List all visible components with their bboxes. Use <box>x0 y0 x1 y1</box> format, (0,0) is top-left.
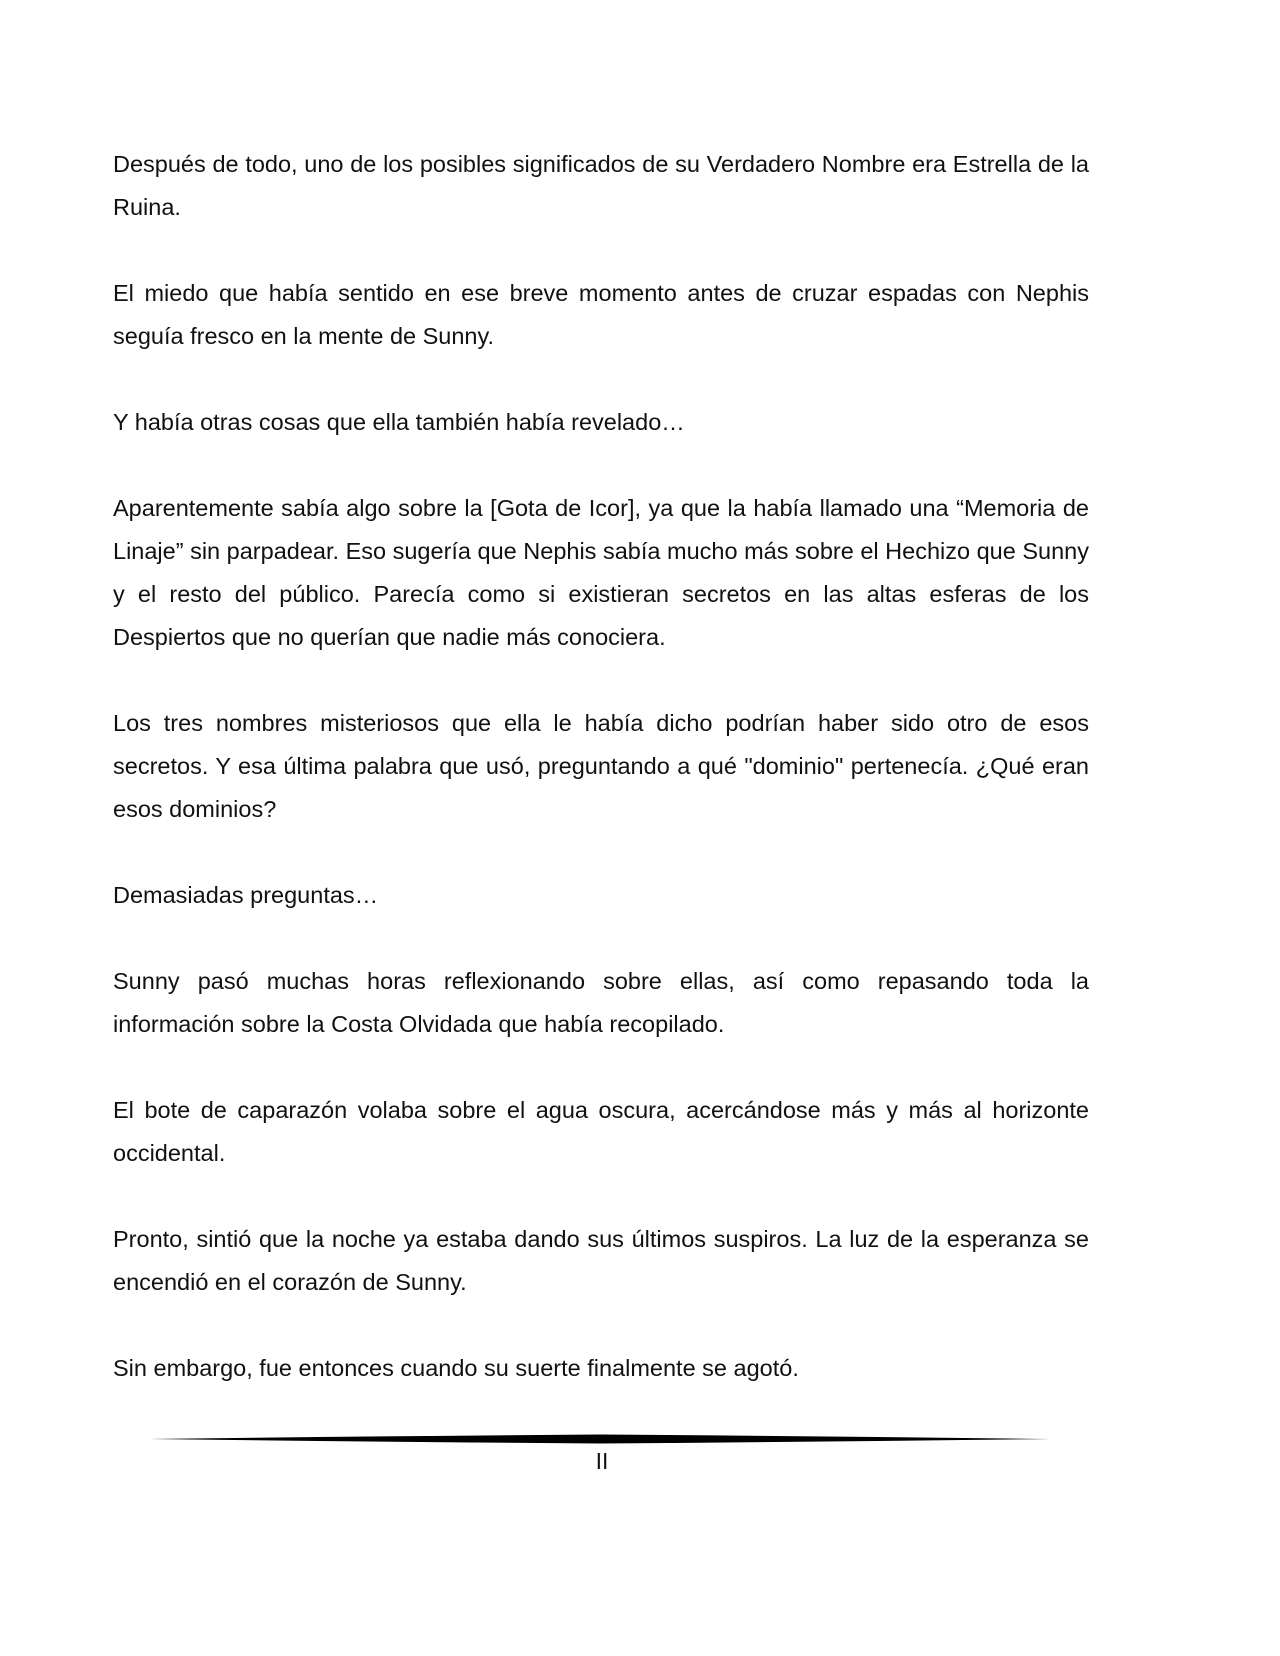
paragraph-1: Después de todo, uno de los posibles significados de su Verdadero Nombre era Estrella de la Ruina. <box>113 151 1089 220</box>
divider-swell <box>150 1435 1050 1444</box>
paragraph-8: El bote de caparazón volaba sobre el agua oscura, acercándose más y más al horizonte occidental. <box>113 1097 1089 1166</box>
paragraph-2: El miedo que había sentido en ese breve momento antes de cruzar espadas con Nephis seguía fresco en la mente de Sunny. <box>113 280 1089 349</box>
paragraph-10: Sin embargo, fue entonces cuando su suerte finalmente se agotó. <box>113 1355 799 1381</box>
paragraph-3: Y había otras cosas que ella también había revelado… <box>113 409 685 435</box>
paragraph-5: Los tres nombres misteriosos que ella le había dicho podrían haber sido otro de esos secretos. Y esa última palabra que usó, preguntando a qué "dominio" pertenecía. ¿Qué eran esos dominios? <box>113 710 1089 822</box>
paragraph-4: Aparentemente sabía algo sobre la [Gota de Icor], ya que la había llamado una “Memoria de Linaje” sin parpadear. Eso sugería que Nephis sabía mucho más sobre el Hechizo que Sunny y el resto del público. Parecía como si existieran secretos en las altas esferas de los Despiertos que no querían que nadie más conociera. <box>113 495 1089 650</box>
body-text <box>113 143 1089 1390</box>
paragraph-6: Demasiadas preguntas… <box>113 882 379 908</box>
ornamental-divider <box>150 1434 1050 1444</box>
paragraph-7: Sunny pasó muchas horas reflexionando sobre ellas, así como repasando toda la información sobre la Costa Olvidada que había recopilado. <box>113 968 1089 1037</box>
paragraph-9: Pronto, sintió que la noche ya estaba dando sus últimos suspiros. La luz de la esperanza se encendió en el corazón de Sunny. <box>113 1226 1089 1295</box>
page-number: II <box>595 1448 609 1474</box>
